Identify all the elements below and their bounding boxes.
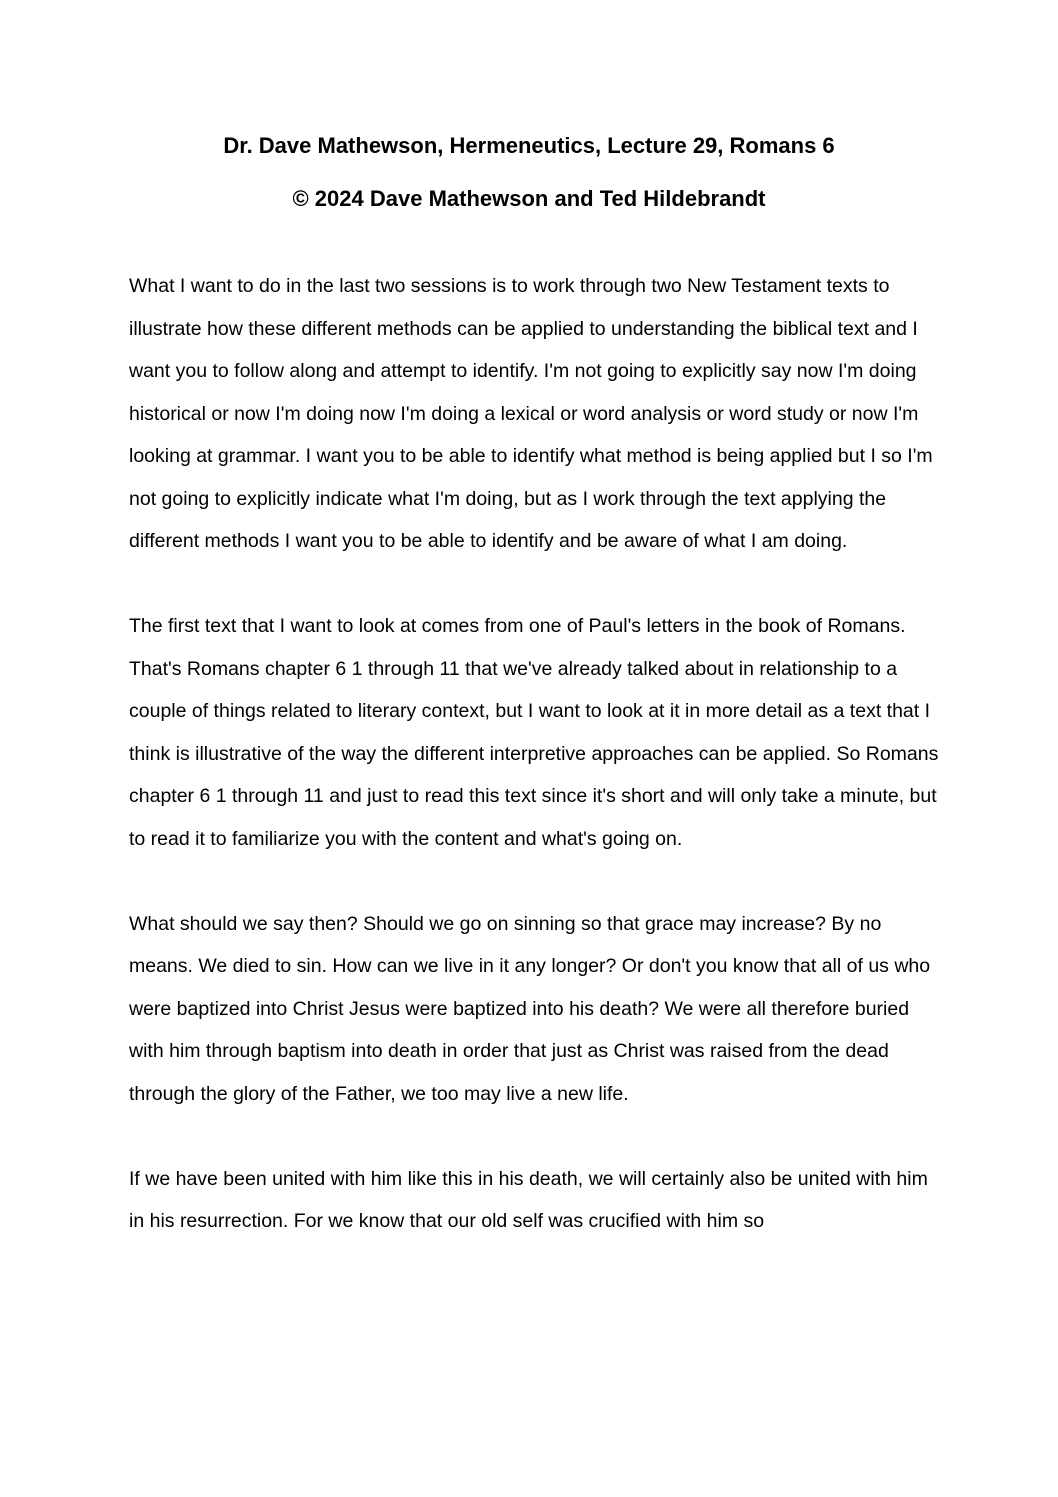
- document-body: [129, 265, 944, 1285]
- document-title: Dr. Dave Mathewson, Hermeneutics, Lecture 29, Romans 6: [223, 133, 835, 158]
- paragraph-scripture-1: What should we say then? Should we go on sinning so that grace may increase? By no means. We died to sin. How can we live in it any longer? Or don't you know that all of us who were baptized into Christ Jesus were baptized into his death? We were all therefore buried with him through baptism into death in order that just as Christ was raised from the dead through the glory of the Father, we too may live a new life.: [129, 912, 931, 1105]
- paragraph-first-text: The first text that I want to look at comes from one of Paul's letters in the book of Romans. That's Romans chapter 6 1 through 11 that we've already talked about in relationship to a couple of things related to literary context, but I want to look at it in more detail as a text that I think is illustrative of the way the different interpretive approaches can be applied. So Romans chapter 6 1 through 11 and just to read this text since it's short and will only take a minute, but to read it to familiarize you with the content and what's going on.: [129, 615, 939, 850]
- paragraph-intro: What I want to do in the last two sessions is to work through two New Testament texts to illustrate how these different methods can be applied to understanding the biblical text and I want you to follow along and attempt to identify. I'm not going to explicitly say now I'm doing historical or now I'm doing now I'm doing a lexical or word analysis or word study or now I'm looking at grammar. I want you to be able to identify what method is being applied but I so I'm not going to explicitly indicate what I'm doing, but as I work through the text applying the different methods I want you to be able to identify and be aware of what I am doing.: [129, 275, 933, 552]
- copyright-line: © 2024 Dave Mathewson and Ted Hildebrandt: [292, 186, 766, 211]
- paragraph-scripture-2: If we have been united with him like this in his death, we will certainly also be united with him in his resurrection. For we know that our old self was crucified with him so: [129, 1167, 928, 1232]
